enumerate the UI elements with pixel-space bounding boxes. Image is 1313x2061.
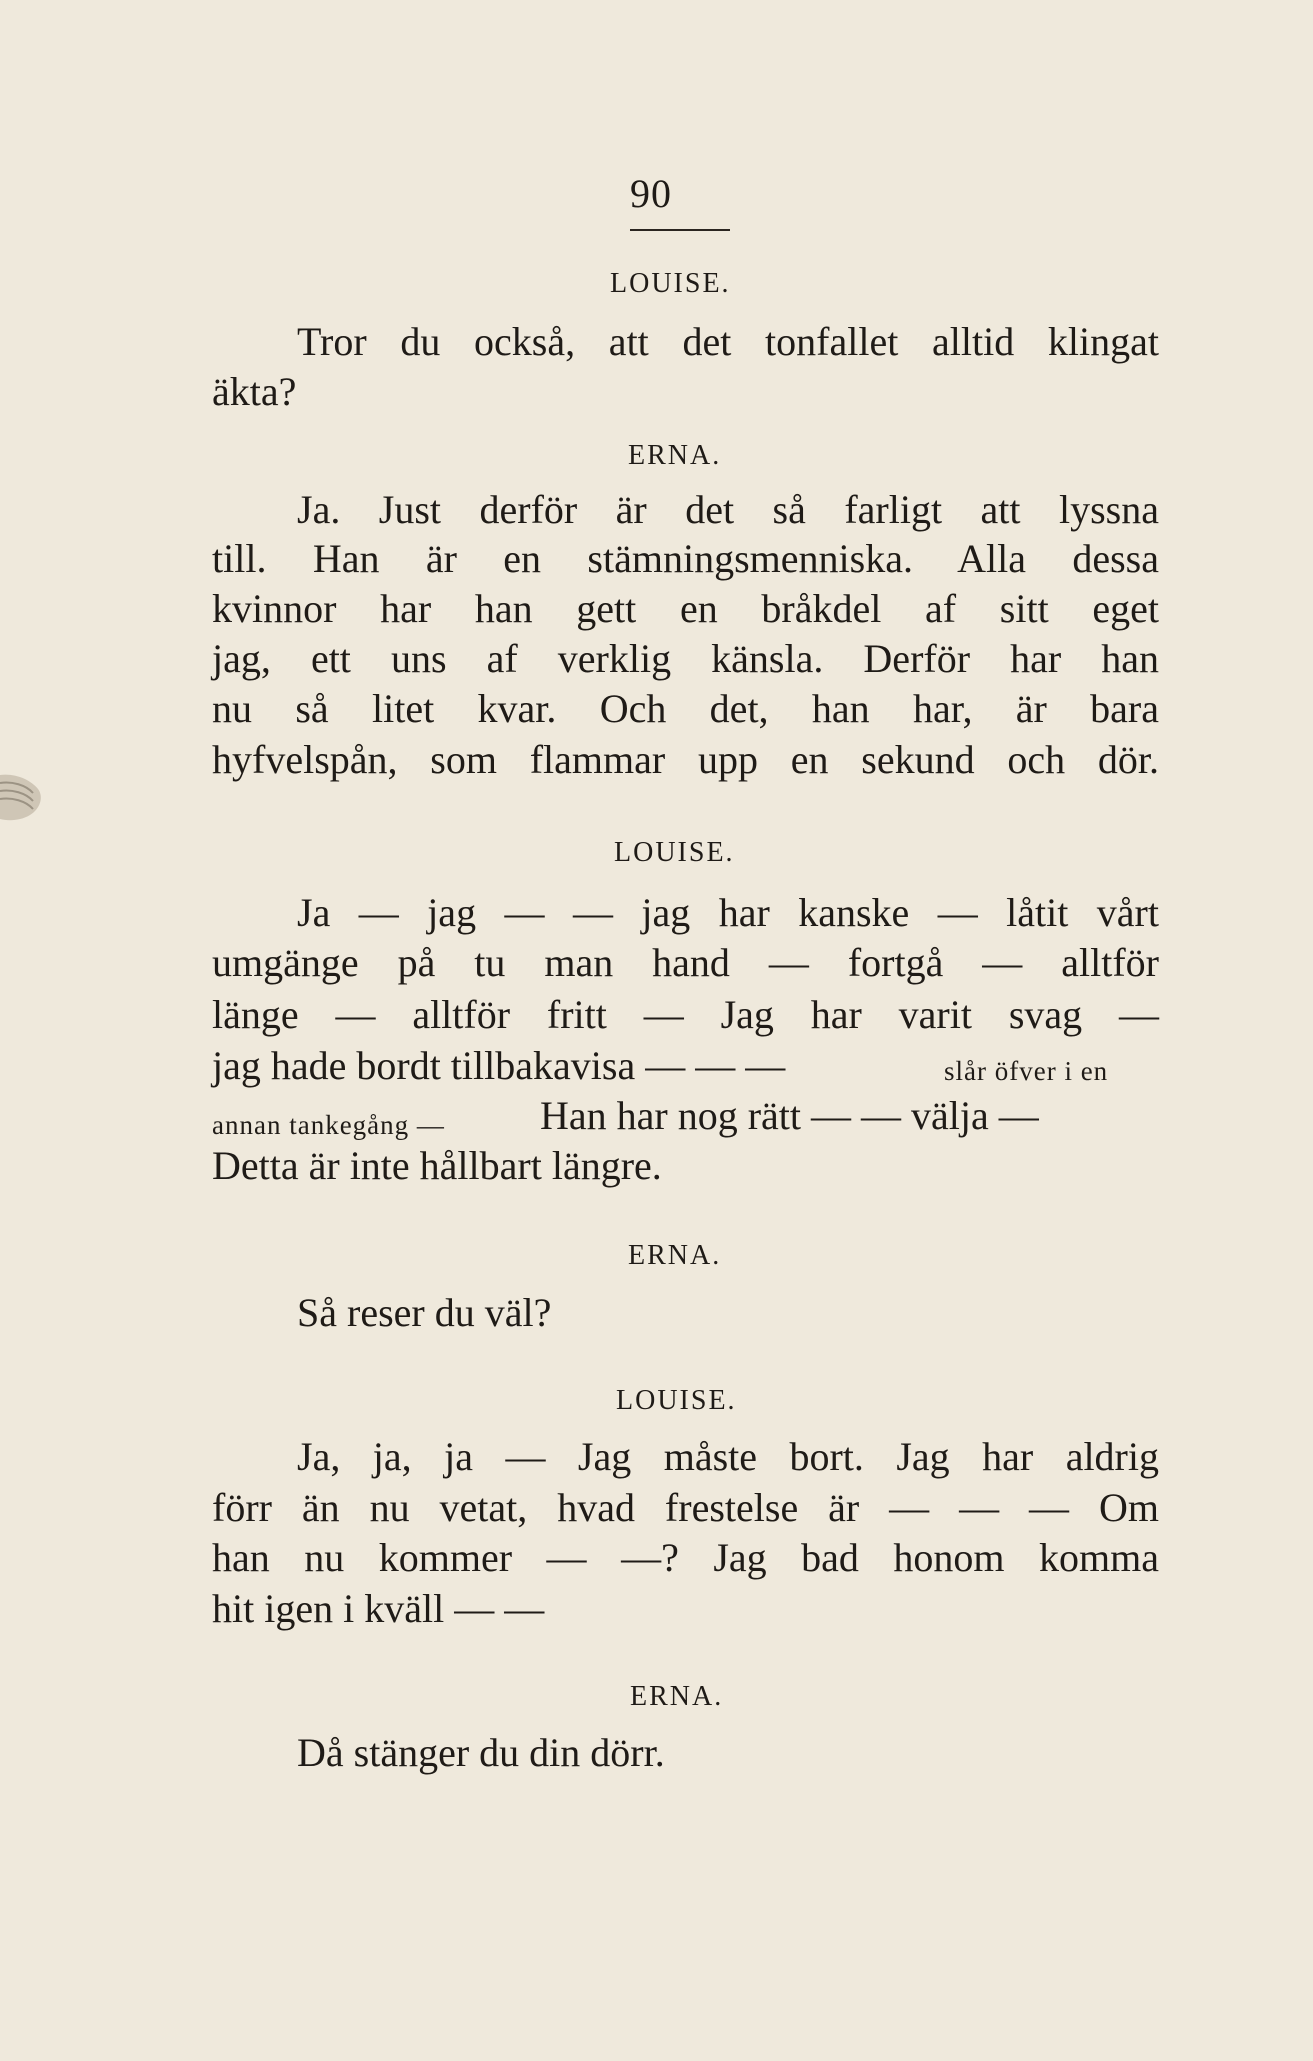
stage-direction: annan tankegång — — [212, 1110, 445, 1140]
dialogue-line: Då stänger du din dörr. — [297, 1730, 665, 1775]
dialogue-line: Ja. Just derför är det så farligt att lyssna — [297, 487, 1159, 532]
dialogue-line: äkta? — [212, 369, 297, 414]
dialogue-line: Så reser du väl? — [297, 1290, 552, 1335]
page-edge-tab — [0, 765, 44, 825]
speaker-name: LOUISE. — [610, 268, 731, 299]
speaker-name: LOUISE. — [614, 837, 735, 868]
dialogue-line: Tror du också, att det tonfallet alltid klingat — [297, 319, 1159, 364]
dialogue-line: förr än nu vetat, hvad frestelse är — — — Om — [212, 1485, 1159, 1530]
dialogue-line: jag hade bordt tillbakavisa — — — — [212, 1043, 786, 1088]
speaker-name: ERNA. — [630, 1681, 724, 1712]
stage-direction: slår öfver i en — [944, 1056, 1109, 1086]
dialogue-line: hyfvelspån, som flammar upp en sekund och dör. — [212, 737, 1159, 782]
speaker-name: ERNA. — [628, 440, 722, 471]
dialogue-line: jag, ett uns af verklig känsla. Derför har han — [212, 636, 1159, 681]
dialogue-line: kvinnor har han gett en bråkdel af sitt eget — [212, 586, 1159, 631]
dialogue-line: Ja — jag — — jag har kanske — låtit vårt — [297, 890, 1159, 935]
dialogue-line: hit igen i kväll — — — [212, 1586, 545, 1631]
dialogue-line: till. Han är en stämningsmenniska. Alla dessa — [212, 536, 1159, 581]
page-number: 90 — [630, 171, 672, 216]
dialogue-line: nu så litet kvar. Och det, han har, är bara — [212, 686, 1159, 731]
speaker-name: LOUISE. — [616, 1385, 737, 1416]
speaker-name: ERNA. — [628, 1240, 722, 1271]
dialogue-line: umgänge på tu man hand — fortgå — alltför — [212, 940, 1159, 985]
dialogue-line: Detta är inte hållbart längre. — [212, 1143, 662, 1188]
dialogue-line: länge — alltför fritt — Jag har varit svag — — [212, 992, 1159, 1037]
dialogue-line: Ja, ja, ja — Jag måste bort. Jag har aldrig — [297, 1434, 1159, 1479]
dialogue-line: Han har nog rätt — — välja — — [540, 1093, 1039, 1138]
dialogue-line: han nu kommer — —? Jag bad honom komma — [212, 1535, 1159, 1580]
page-number-rule — [630, 229, 730, 231]
